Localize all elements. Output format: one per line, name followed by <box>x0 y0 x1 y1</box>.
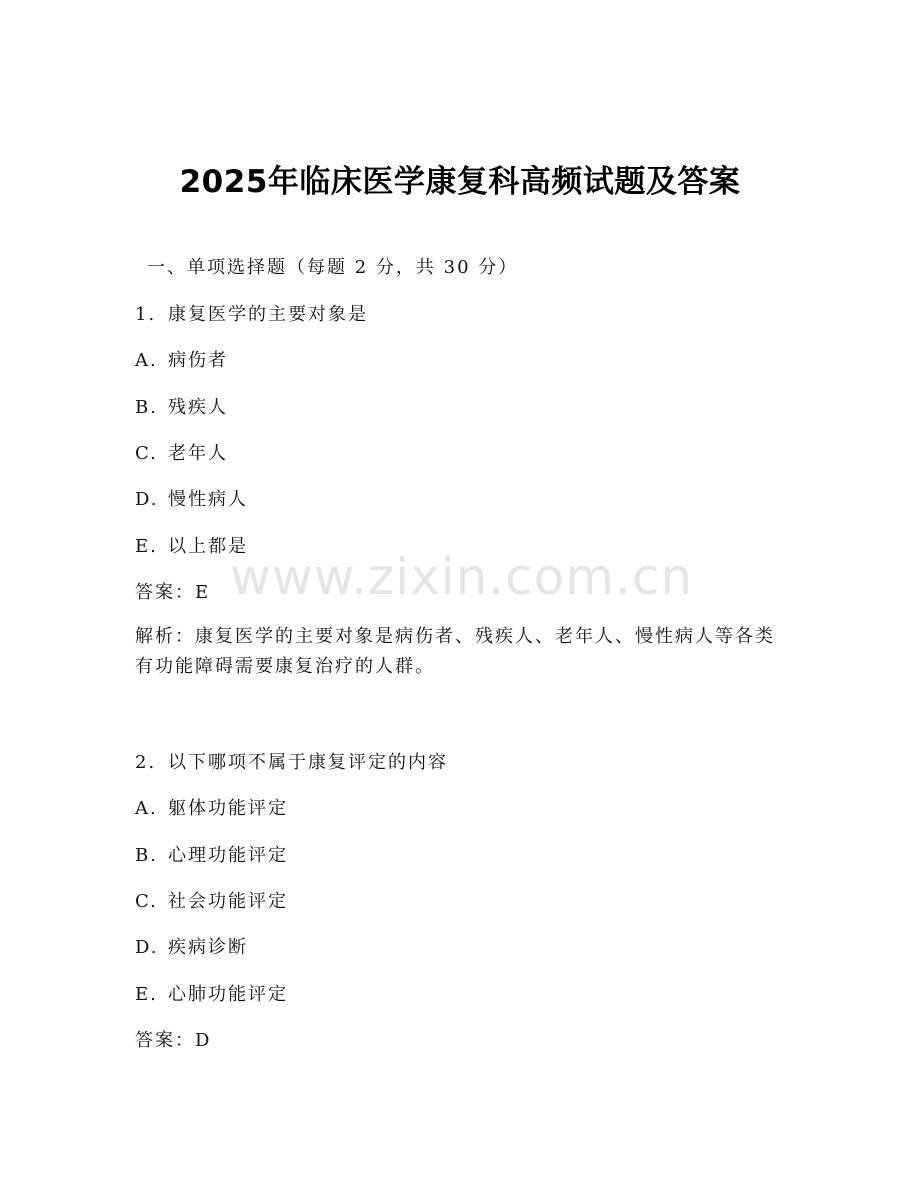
option-text: 老年人 <box>168 443 228 464</box>
option-text: 心肺功能评定 <box>168 984 288 1005</box>
question-1-option-d <box>135 485 248 511</box>
option-letter: A. <box>135 350 158 371</box>
section-heading: 一、单项选择题（每题 2 分，共 30 分） <box>147 257 519 278</box>
option-text: 社会功能评定 <box>168 891 288 912</box>
question-1-option-c <box>135 439 228 465</box>
question-1-analysis: 解析：康复医学的主要对象是病伤者、残疾人、老年人、慢性病人等各类有功能障碍需要康复治疗的人群。 <box>135 626 775 677</box>
question-1-option-e <box>135 532 248 558</box>
option-letter: C. <box>135 443 158 464</box>
question-2-option-c <box>135 887 288 913</box>
question-2-option-a <box>135 794 288 820</box>
question-text: 以下哪项不属于康复评定的内容 <box>168 752 448 773</box>
option-letter: D. <box>135 937 159 958</box>
option-letter: D. <box>135 489 159 510</box>
option-letter: E. <box>135 536 158 557</box>
option-text: 病伤者 <box>168 350 228 371</box>
option-letter: B. <box>135 397 158 418</box>
page-title: 2025年临床医学康复科高频试题及答案 <box>179 164 741 200</box>
watermark: www.zixin.com.cn <box>230 548 694 606</box>
option-text: 以上都是 <box>168 536 248 557</box>
option-letter: A. <box>135 798 158 819</box>
option-text: 躯体功能评定 <box>168 798 288 819</box>
question-number: 2. <box>135 752 157 773</box>
option-letter: B. <box>135 845 158 866</box>
option-text: 疾病诊断 <box>168 937 248 958</box>
question-number: 1. <box>135 304 157 325</box>
question-text: 康复医学的主要对象是 <box>168 304 368 325</box>
question-1-option-b <box>135 393 228 419</box>
option-letter: E. <box>135 984 158 1005</box>
question-1-answer: 答案：E <box>135 582 211 603</box>
question-1-option-a <box>135 346 228 372</box>
option-text: 慢性病人 <box>168 489 248 510</box>
question-2-option-b <box>135 841 288 867</box>
option-text: 心理功能评定 <box>168 845 288 866</box>
option-text: 残疾人 <box>168 397 228 418</box>
question-1-stem <box>135 300 368 326</box>
question-2-option-d <box>135 933 248 959</box>
question-2-option-e <box>135 980 288 1006</box>
question-2-answer: 答案：D <box>135 1030 212 1051</box>
question-2-stem <box>135 748 448 774</box>
option-letter: C. <box>135 891 158 912</box>
